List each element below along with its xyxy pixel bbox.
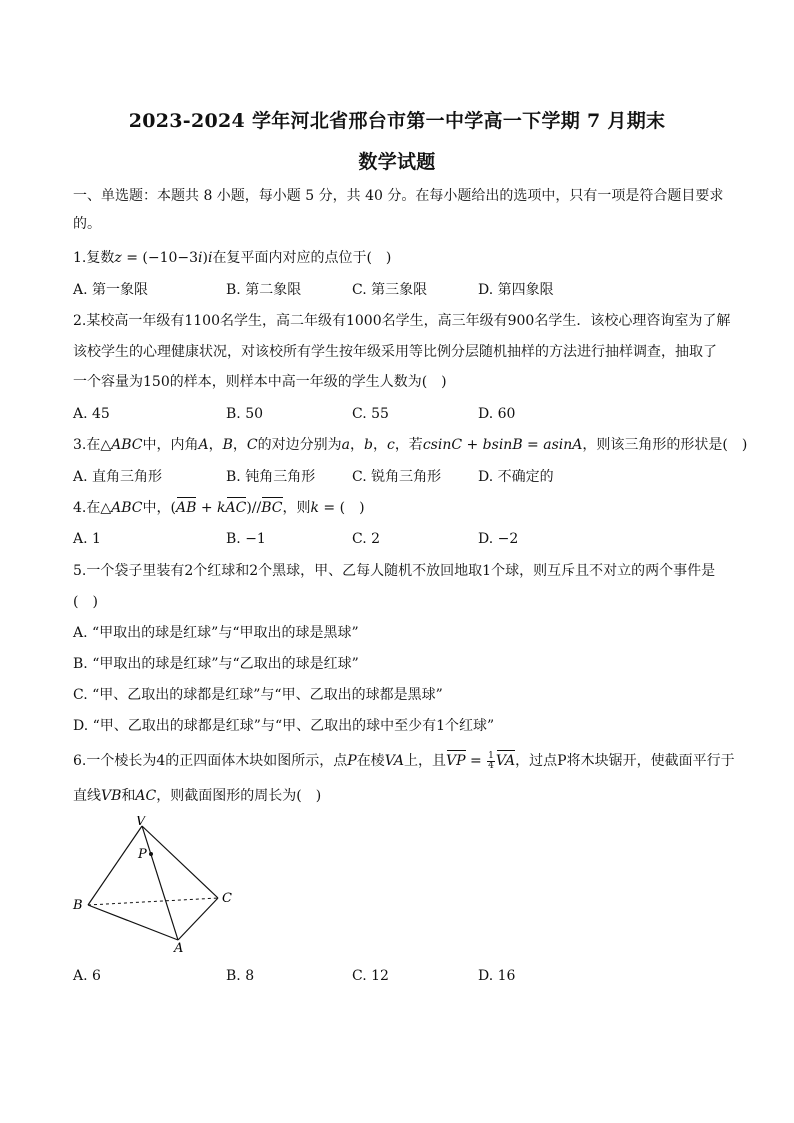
q4-option-d: D. −2	[478, 531, 519, 547]
question-2-stem-line1: 2.某校高一年级有1100名学生，高二年级有1000名学生，高三年级有900名学生．该校心理咨询室为了解	[73, 313, 731, 329]
q3-option-a: A. 直角三角形	[73, 469, 163, 485]
section-heading-line2: 的。	[73, 216, 101, 232]
question-5-stem-line2: ( )	[73, 594, 98, 610]
q1-option-d: D. 第四象限	[478, 282, 554, 298]
q4-option-c: C. 2	[352, 531, 381, 547]
question-4-stem: 4.在△ABC中，(AB + kAC)//BC，则k = ( )	[73, 500, 365, 516]
tetrahedron-figure	[70, 816, 250, 956]
q5-option-a: A. “甲取出的球是红球”与“甲取出的球是黑球”	[73, 625, 359, 641]
question-6-stem-line2: 直线VB和AC，则截面图形的周长为( )	[73, 788, 322, 804]
q3-option-c: C. 锐角三角形	[352, 469, 442, 485]
point-p	[149, 852, 153, 856]
q6-option-a: A. 6	[73, 968, 101, 984]
edge-vb	[88, 826, 142, 905]
section-heading-line1: 一、单选题：本题共 8 小题，每小题 5 分，共 40 分。在每小题给出的选项中，只有一项是符合题目要求	[73, 188, 724, 204]
exam-title: 2023-2024 学年河北省邢台市第一中学高一下学期 7 月期末	[128, 110, 666, 132]
q6-option-d: D. 16	[478, 968, 516, 984]
question-2-stem-line2: 该校学生的心理健康状况，对该校所有学生按年级采用等比例分层随机抽样的方法进行抽样调查，抽取了	[73, 344, 717, 360]
q2-option-b: B. 50	[226, 406, 264, 422]
q3-option-b: B. 钝角三角形	[226, 469, 316, 485]
label-v: V	[136, 816, 146, 829]
q6-option-b: B. 8	[226, 968, 255, 984]
q5-option-b: B. “甲取出的球是红球”与“乙取出的球是红球”	[73, 656, 359, 672]
question-1-stem: 1.复数z = (−10−3i)i在复平面内对应的点位于( )	[73, 250, 392, 266]
q5-option-d: D. “甲、乙取出的球都是红球”与“甲、乙取出的球中至少有1个红球”	[73, 718, 495, 734]
question-2-stem-line3: 一个容量为150的样本，则样本中高一年级的学生人数为( )	[73, 374, 447, 390]
question-5-stem-line1: 5.一个袋子里装有2个红球和2个黑球，甲、乙每人随机不放回地取1个球，则互斥且不对立的两个事件是	[73, 563, 716, 579]
q4-option-a: A. 1	[73, 531, 101, 547]
edge-ba	[88, 905, 178, 940]
q1-option-a: A. 第一象限	[73, 282, 149, 298]
label-b: B	[73, 898, 83, 913]
q4-option-b: B. −1	[226, 531, 266, 547]
edge-bc-hidden	[88, 898, 218, 905]
edge-ca	[178, 898, 218, 940]
q1-option-c: C. 第三象限	[352, 282, 428, 298]
question-6-stem-line1: 6.一个棱长为4的正四面体木块如图所示，点P在棱VA上，且VP = $\frac{1}{4}$ VA，过点P将木块锯开，使截面平行于	[73, 750, 735, 771]
label-a: A	[174, 941, 184, 956]
q1-option-b: B. 第二象限	[226, 282, 302, 298]
label-p: P	[138, 847, 147, 862]
q2-option-d: D. 60	[478, 406, 516, 422]
q6-option-c: C. 12	[352, 968, 389, 984]
fraction-one-quarter: $\frac{1}{4}$	[488, 750, 494, 771]
q3-option-d: D. 不确定的	[478, 469, 554, 485]
exam-subtitle: 数学试题	[358, 151, 436, 173]
label-c: C	[222, 891, 232, 906]
q2-option-a: A. 45	[73, 406, 110, 422]
question-3-stem: 3.在△ABC中，内角A，B，C的对边分别为a，b，c，若csinC + bsinB = asinA，则该三角形的形状是( )	[73, 437, 748, 453]
q5-option-c: C. “甲、乙取出的球都是红球”与“甲、乙取出的球都是黑球”	[73, 687, 443, 703]
q2-option-c: C. 55	[352, 406, 389, 422]
